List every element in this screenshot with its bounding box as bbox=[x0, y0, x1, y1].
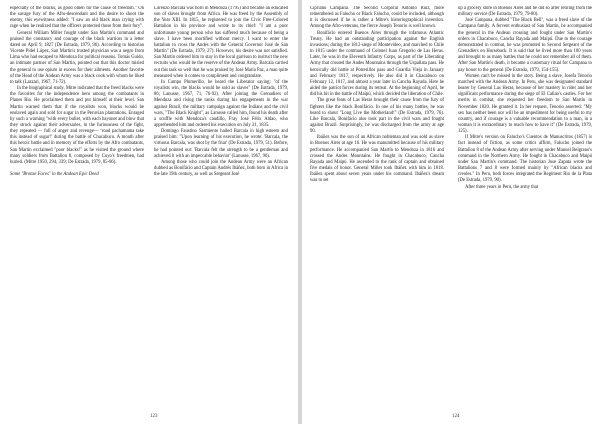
left-page-column-2 bbox=[154, 6, 288, 408]
paragraph: Bonifácio entered Buenos Aires through the infamous Atlantic Treaty. He had an outstanding participation against the English invasions; during the 1812-siege of Montevideo, and marched to Chile in 1815 under the command of Colonel Juan Gregorio de Las Heras. Later, he was in the Eleventh Infantry Corps, as part of the Liberating Army that crossed the Andes Mountains through the Uspallata pass. He heroically did battle at Potrerillos pass and Guardia Vieja in January and February 1817, respectively. He also did it in Chacabuco on February 12, 1817, and almost a year later in Cancha Rayada. Here he aided the patriot forces during its retreat. At the beginning of April, he did his bit in the battle of Maipú, which decided the liberation of Chile. bbox=[310, 30, 444, 98]
paragraph: Women can't be missed in the story. Being a slave, Josefa Tenorio marched with the Andean Army. In Peru, she was designated standard bearer by General Las Heras, because of her mastery in rider and her significant performance during the siege of El Callao's castles. For her merits in combat, she requested her freedom to San Martín in November 1820. He granted it. In her request, Tenorio asserted: "My sex has neither been nor will be an impediment for being useful to my country, and if courage is a valuable recommendation to a man, in a woman it is extraordinary to reach how to have it" (De Estrada, 1979, 125). bbox=[458, 73, 592, 135]
paragraph: The great feats of Las Heras brought their cause from the fury of fighters like the black Bonifácio. In one of his many battles, he was heard to shout "Long Live the Motherland!" (De Estrada, 1979, 76). Like Barcala, Bonifácio also took part in the civil wars and fought against Brazil. Surprisingly, he was discharged from the army at age 90. bbox=[310, 98, 444, 135]
paragraph: Among those who could join the Andean Army were an African dubbed as Bonifácio and Captain Andrés Ibáñez, both born in Africa in the late 19th century, as well as Sergeant José bbox=[154, 159, 288, 178]
section-heading: Some "Bronze Faces" in the Andean Epic Deed bbox=[10, 172, 99, 178]
paragraph: José Campana, dubbed "The Black Bell", was a freed slave of the Campana family. A fervent enthusiast of San Martín, he accompanied the general in the Andean crossing and fought under San Martín's orders in Chacabuco, Cancha Rayada and Maipú. Due to the courage demonstrated in combat, he was promoted to Second Sergeant of the Grenadiers on Horseback. It is said that he lived more than 100 years and brought to as many battles that he could not remember all of them. After San Martín's death, it became a customary ritual for Campana to pay honor to the general (De Estrada, 1979, 154-155). bbox=[458, 18, 592, 73]
paragraph: In the biographical study, Mitre indicated that the freed blacks were the favorites for the independence hero among the combatants in Planes Rio. He proclaimed them and put himself at their level. San Martin warned them that if the royalists won, blacks would be enslaved again and sold for sugar in the Peruvian plantations. Enraged by such a warning "with every bullet, with each bayonet and blow that they struck against their adversaries, in the furiousness of the fight, they repeated — full of anger and revenge— ‘road pachamama take this instead of sugar!’ during the battle of Chacabuco. A month after this heroic battle and in memory of the efforts by the Afro combatants, San Martin exclaimed "poor blacks!" as he visited the ground where many soldiers from Battalion 8, composed by Cuyo's freedmen, had buried. (Mitre 1950, 294, 339; De Estrada, 1979, 85-86). bbox=[10, 86, 144, 165]
paragraph: In Campo Plumerillo, he heard the Liberator saying: "of the royalists win, the blacks would be sold as slaves" (De Estrada, 1979, 86; Lanusse, 1967, 71, 76-92). After joining the Grenadiers of Mendoza and rising the ranks during his engagements in the war against Brazil, the military campaign against the Indians and the civil wars, "The Black Knight", as Lanusse called him, found his death after a scuffle with Mendoza's caudillo, Fray José Félix Aldao, who apprehended him and ordered his execution on July 31, 1835. bbox=[154, 79, 288, 128]
right-page-column-1 bbox=[310, 6, 444, 408]
right-page-columns bbox=[310, 6, 592, 408]
paragraph: Ibáñez was the son of an African nobleman and was sold as slave in Buenos Aires at age 16. He was manumitted because of his military performance. He accompanied San Martín to Mendoza in 1816 and crossed the Andes Mountains. He fought in Chacabuco, Cancha Rayada and Maipú. He ascended to the rank of captain and obtained five medals of honor. General Miller took Ibáñez with him in 1818. Ibáñez spent about seven years under his command. Ibáñez's dream was to set bbox=[310, 135, 444, 184]
right-page bbox=[302, 0, 600, 424]
paragraph: up a grocery store in Buenos Aires and he did so after retiring from the military service (De Estrada, 1979, 79-80). bbox=[458, 6, 592, 18]
paragraph: General William Miller fought under San Martin's command and praised the constancy and courage of the black warriors in a letter dated on April 9, 1827 (De Estrada, 1979, 96). According to historian Vicente Pidel López, San Martin's trusted physician was a negro from Lima who had escaped to Mendoza for political reasons. Tomás Guido, an intimate partner of San Martin, pointed out that this doctor misled the general to use opium in excess for their ailments. Another favorite of the Head of the Andean Army was a black cook with whom he liked to talk (Lazzari, 1967, 71-72). bbox=[10, 30, 144, 85]
right-page-column-2 bbox=[458, 6, 592, 408]
paragraph: If Mitre's version on Falucho's Cuentos de Manuscritos (1857) is fact instead of fiction, as some critics affirm, Falucho joined the Battalion 8 of the Andean Army after serving under Manuel Belgrano's command in the Northern Army. He fought in Chacabuco and Maipú under San Martín's command. The historian Jose Zapata wrote the Battalions 7 and 8 were formed mainly by "African blacks and creoles." In Peru, both forces integrated the Regiment Rio de la Plata (De Estrada, 1979, 90). bbox=[458, 135, 592, 184]
page-number: 123 bbox=[150, 414, 158, 419]
paragraph: Lorenzo Barcala was born in Mendoza (1795) and became an educated son of slaves brought from Africa. He was freed by the Assembly of the Year XIII. In 1815, he registered to join the Civic Free-Colored Battalion in his province and wrote to its chief: "I am a poor unfortunate young person who has suffered much because of being a slave. I have been mortified without mercy. I want to enter the battalion to cross the Andes with the General Governor José de San Martín" (De Estrada, 1979, 27). However, his desire was not satisfied. San Martín ordered him to stay in the local garrison to instruct the new recruits who would be the reserve of the Andean Army. Barcala carried out this task so well that he was praised by José María Paz, a man quite measured when it comes to compliment and congratulate. bbox=[154, 6, 288, 79]
page-number: 124 bbox=[452, 414, 460, 419]
left-page-columns bbox=[10, 6, 288, 408]
paragraph: especially of the blacks, as good omen for the cause of freedom." On the savage fury of the Afro-descendant and the desire to shoot the enemy, this eyewitness added: "I saw an old black man crying with rage when he realized that the officers protected those from their fury". bbox=[10, 6, 144, 30]
left-page-column-1 bbox=[10, 6, 144, 408]
paragraph: After three years in Peru, the army that bbox=[465, 184, 539, 190]
left-page bbox=[0, 0, 298, 424]
paragraph: Domingo Faustino Sarmiento hailed Barcala in high esteem and praised him: "Upon learning of his execution, he wrote: 'Barcala, the virtuous Barcala, was shot by the friar' (De Estrada, 1979, 51). Before, he had pointed out: 'Barcala felt the strength to be a gentleman and achieved it with an impeccable behavior' (Lanusse, 1967, 90). bbox=[154, 129, 288, 159]
paragraph: Cipriano Campana. The Second Corporal Antonio Ruiz, more remembered as Falucho or Black Falucho, could be included, although it is discussed if he is rather a Mitre's historiographical invention. Among the Afro-veterans, the fierce Joseph Tenorio is well known. bbox=[310, 6, 444, 30]
